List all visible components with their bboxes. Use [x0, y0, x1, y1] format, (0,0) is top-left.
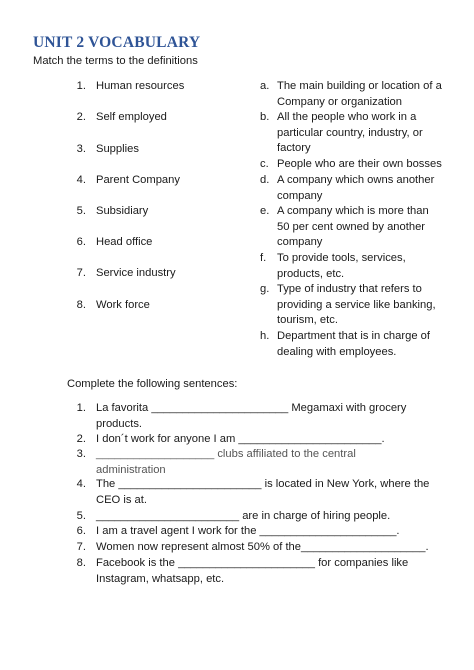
sentence-number: 3. [76, 448, 86, 460]
definition-line: Company or organization [277, 95, 402, 108]
sentence-line: administration [96, 463, 166, 476]
sentence-line: I don´t work for anyone I am _______________________. [96, 433, 385, 445]
sentence-number: 6. [76, 525, 86, 537]
definition-letter: d. [260, 174, 270, 186]
definition-line: A company which owns another [277, 174, 435, 186]
term-number: 2. [76, 111, 86, 123]
definition-letter: h. [260, 330, 270, 342]
definition-line: dealing with employees. [277, 345, 397, 358]
term-number: 4. [76, 174, 86, 186]
definition-line: People who are their own bosses [277, 158, 442, 170]
definition-line: particular country, industry, or [277, 126, 423, 139]
definition-line: All the people who work in a [277, 111, 417, 123]
term-text: Subsidiary [96, 205, 149, 217]
definition-line: Type of industry that refers to [277, 283, 422, 295]
matching-instructions: Match the terms to the definitions [33, 55, 198, 67]
sentences-instructions: Complete the following sentences: [67, 378, 238, 390]
definition-line: A company which is more than [277, 205, 429, 217]
sentence-line: Instagram, whatsapp, etc. [96, 572, 225, 585]
sentence-number: 7. [76, 541, 86, 553]
sentence-number: 8. [76, 557, 86, 569]
definition-line: tourism, etc. [277, 314, 338, 326]
page-title: UNIT 2 VOCABULARY [33, 34, 201, 51]
sentence-number: 1. [76, 402, 86, 414]
term-number: 7. [76, 267, 86, 279]
definition-letter: c. [260, 158, 269, 170]
term-text: Parent Company [96, 174, 180, 186]
sentence-line: _______________________ are in charge of hiring people. [96, 510, 391, 522]
definition-line: The main building or location of a [277, 80, 442, 92]
term-number: 1. [76, 80, 86, 92]
term-text: Work force [96, 299, 150, 311]
definition-line: Department that is in charge of [277, 330, 430, 342]
sentence-number: 4. [76, 478, 86, 490]
sentence-line: CEO is at. [96, 493, 147, 506]
sentence-number: 2. [76, 433, 86, 445]
definition-letter: g. [260, 283, 270, 295]
sentence-line: Facebook is the ______________________ for companies like [96, 557, 409, 569]
term-text: Head office [96, 236, 153, 248]
term-text: Human resources [96, 80, 185, 92]
definition-line: providing a service like banking, [277, 298, 436, 311]
sentence-line: The _______________________ is located in New York, where the [96, 478, 430, 490]
sentence-line: products. [96, 417, 143, 430]
term-number: 6. [76, 236, 86, 248]
definition-line: products, etc. [277, 267, 345, 280]
term-number: 3. [76, 143, 86, 155]
definition-line: company [277, 189, 323, 202]
sentence-number: 5. [76, 510, 86, 522]
term-text: Self employed [96, 111, 167, 123]
sentence-line: I am a travel agent I work for the ______________________. [96, 525, 400, 537]
definition-letter: f. [260, 252, 267, 264]
term-number: 8. [76, 299, 86, 311]
definition-letter: e. [260, 205, 270, 217]
sentence-line: ___________________ clubs affiliated to the central [96, 448, 356, 460]
definition-letter: a. [260, 80, 270, 92]
definition-line: factory [277, 142, 311, 154]
term-number: 5. [76, 205, 86, 217]
sentence-line: Women now represent almost 50% of the____________________. [96, 541, 429, 553]
term-text: Supplies [96, 143, 139, 155]
definition-line: 50 per cent owned by another [277, 220, 426, 233]
term-text: Service industry [96, 267, 176, 279]
definition-line: To provide tools, services, [277, 252, 406, 264]
definition-letter: b. [260, 111, 270, 123]
sentence-line: La favorita ______________________ Megamaxi with grocery [96, 402, 407, 414]
definition-line: company [277, 236, 323, 248]
